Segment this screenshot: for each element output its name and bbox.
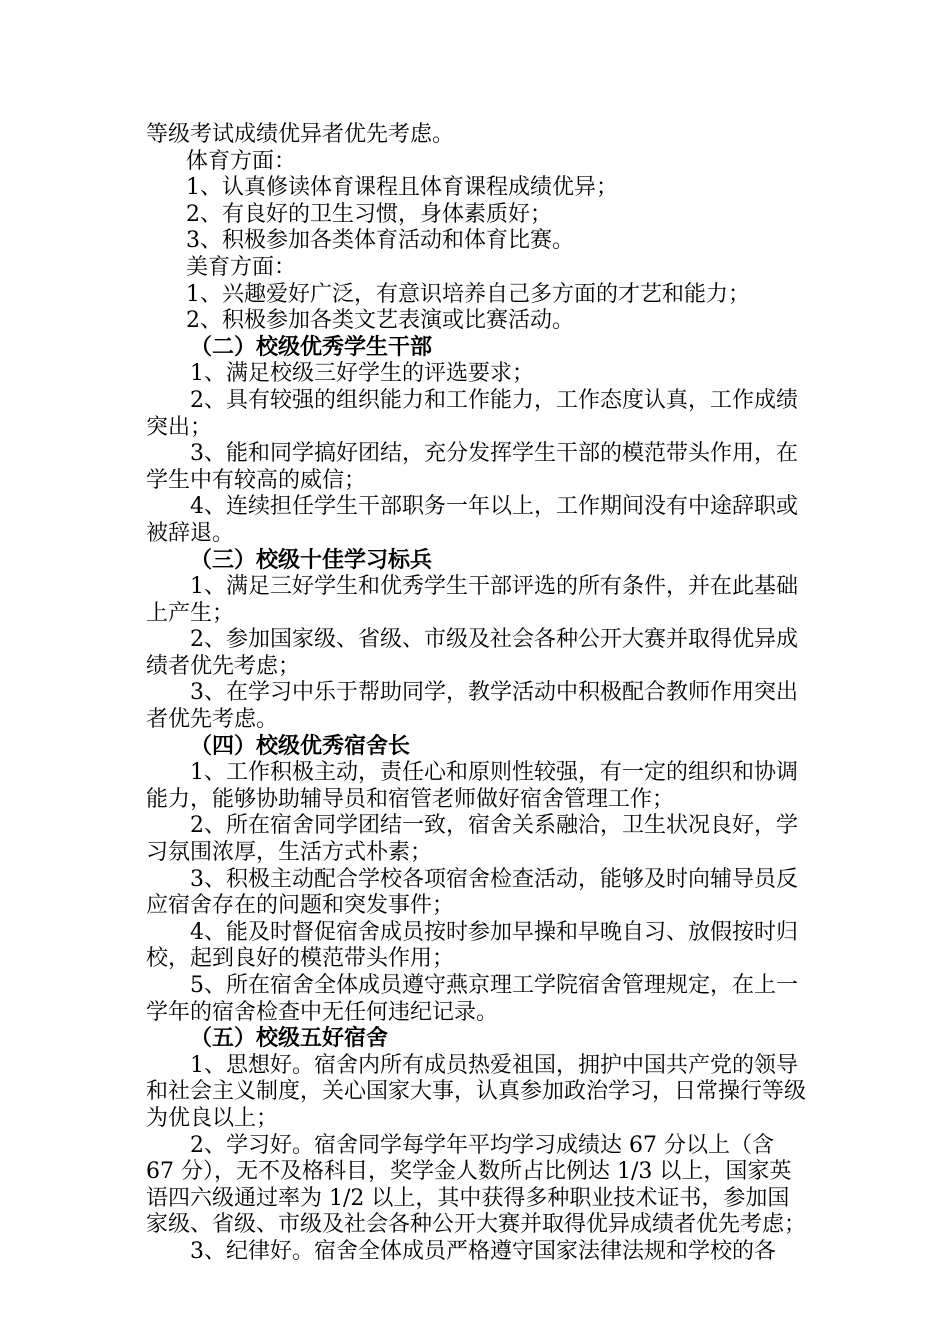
section-heading: （二）校级优秀学生干部: [190, 334, 433, 360]
list-item: 5、所在宿舍全体成员遵守燕京理工学院宿舍管理规定，在上一学年的宿舍检查中无任何违纪记录。: [146, 973, 798, 1025]
list-item: 1、认真修读体育课程且体育课程成绩优异；: [186, 175, 618, 201]
list-item: 2、所在宿舍同学团结一致，宿舍关系融洽，卫生状况良好，学习氛围浓厚，生活方式朴素；: [146, 813, 798, 866]
list-item: 1、兴趣爱好广泛，有意识培养自己多方面的才艺和能力；: [186, 281, 750, 307]
list-item: 2、学习好。宿舍同学每学年平均学习成绩达 67 分以上（含 67 分），无不及格科目，奖学金人数所占比例达 1/3 以上，国家英语四六级通过率为 1/2 以上，其中获得多种职业技术证书，参加国家级、省级、市级及社会各种公开大赛并取得优异成绩者优先考虑；: [146, 1132, 807, 1238]
section-heading: （五）校级五好宿舍: [190, 1026, 389, 1052]
list-item: 3、积极主动配合学校各项宿舍检查活动，能够及时向辅导员反应宿舍存在的问题和突发事件；: [146, 866, 798, 919]
list-item: 2、具有较强的组织能力和工作能力，工作态度认真，工作成绩突出；: [146, 387, 798, 440]
list-item: 1、思想好。宿舍内所有成员热爱祖国，拥护中国共产党的领导和社会主义制度，关心国家大事，认真参加政治学习，日常操行等级为优良以上；: [146, 1052, 807, 1131]
list-item: 2、有良好的卫生习惯，身体素质好；: [186, 201, 552, 227]
section-label-aesthetics: 美育方面：: [186, 254, 297, 280]
list-item: 3、能和同学搞好团结，充分发挥学生干部的模范带头作用，在学生中有较高的威信；: [146, 441, 798, 493]
section-heading: （四）校级优秀宿舍长: [190, 733, 411, 759]
list-item: 1、满足三好学生和优秀学生干部评选的所有条件，并在此基础上产生；: [146, 574, 798, 626]
paragraph: 等级考试成绩优异者优先考虑。: [146, 122, 455, 147]
list-item: 2、积极参加各类文艺表演或比赛活动。: [186, 308, 574, 334]
list-item: 3、积极参加各类体育活动和体育比赛。: [186, 228, 574, 254]
section-label-sports: 体育方面：: [186, 148, 297, 174]
document-body: [146, 122, 806, 1266]
list-item: 3、在学习中乐于帮助同学，教学活动中积极配合教师作用突出者优先考虑。: [146, 680, 798, 733]
list-item: 2、参加国家级、省级、市级及社会各种公开大赛并取得优异成绩者优先考虑；: [146, 627, 798, 679]
list-item: 3、纪律好。宿舍全体成员严格遵守国家法律法规和学校的各: [190, 1238, 776, 1264]
list-item: 1、工作积极主动，责任心和原则性较强，有一定的组织和协调能力，能够协助辅导员和宿管老师做好宿舍管理工作；: [146, 760, 798, 812]
list-item: 1、满足校级三好学生的评选要求；: [190, 361, 534, 387]
list-item: 4、能及时督促宿舍成员按时参加早操和早晚自习、放假按时归校，起到良好的模范带头作用；: [146, 919, 798, 972]
section-heading: （三）校级十佳学习标兵: [190, 547, 433, 573]
list-item: 4、连续担任学生干部职务一年以上，工作期间没有中途辞职或被辞退。: [146, 494, 798, 546]
